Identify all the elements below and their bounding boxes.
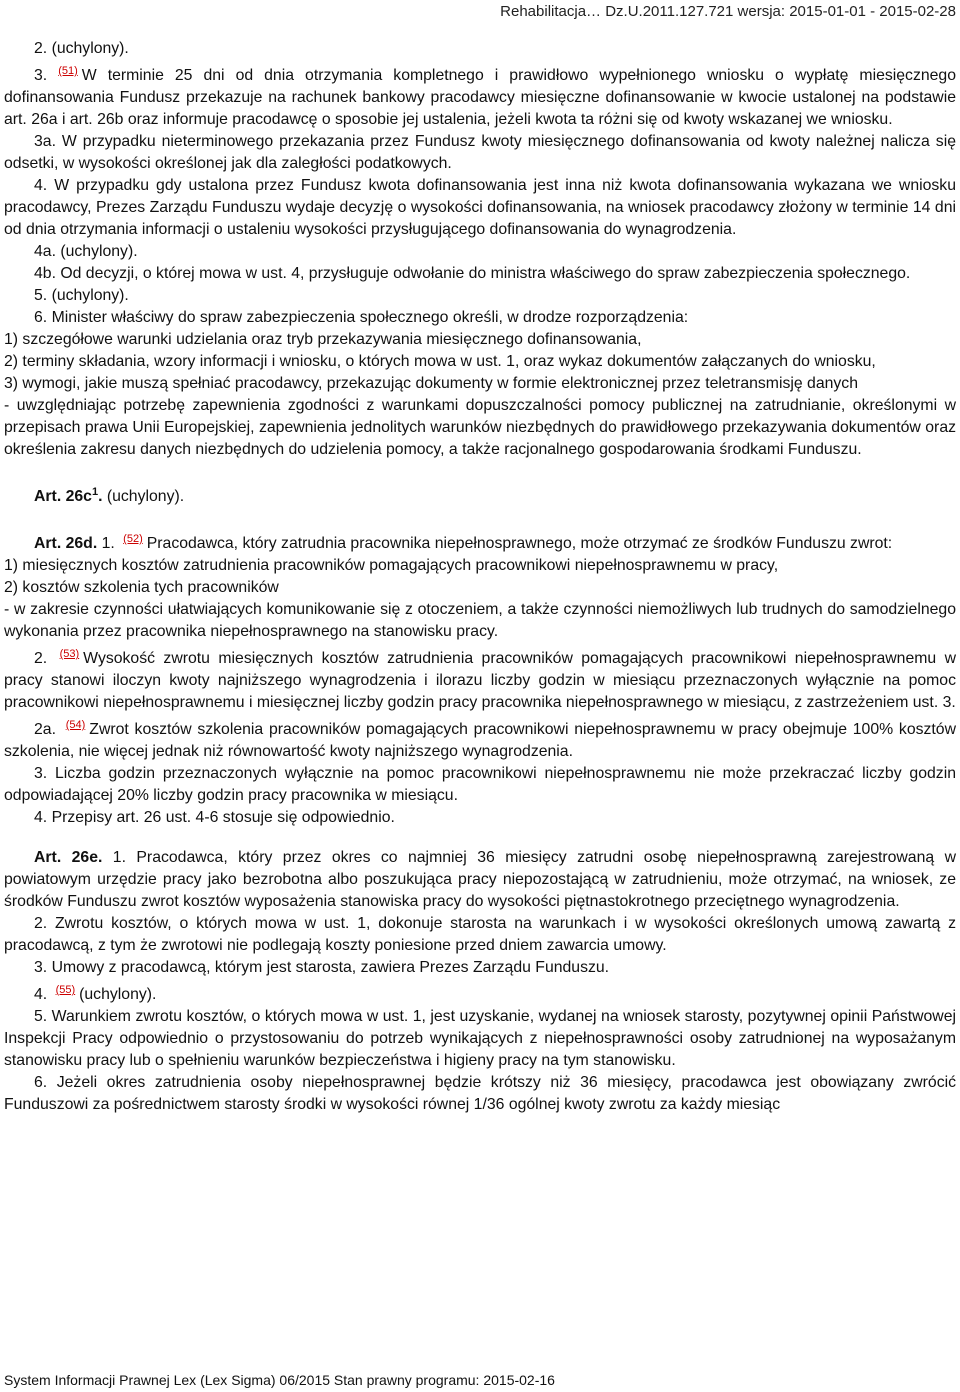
footnote-link-54[interactable]: (54) [65, 719, 86, 731]
document-header: Rehabilitacja… Dz.U.2011.127.721 wersja: 2015-01-01 - 2015-02-28 [500, 3, 956, 20]
ust-number: 4. [34, 986, 48, 1003]
list-item: 1) miesięcznych kosztów zatrudnienia pracowników pomagających pracownikowi niepełnosprawnemu w pracy, [4, 557, 779, 574]
footnote-link-55[interactable]: (55) [55, 984, 76, 996]
article-superscript: 1 [91, 486, 99, 498]
art26b-ust2: 2. (uchylony). [34, 40, 129, 57]
art26b-ust6: 6. Minister właściwy do spraw zabezpieczenia społecznego określi, w drodze rozporządzenia: [34, 309, 689, 326]
list-item: 2) kosztów szkolenia tych pracowników [4, 579, 279, 596]
art26e-ust3: 3. Umowy z pracodawcą, którym jest starosta, zawiera Prezes Zarządu Funduszu. [34, 959, 610, 976]
paragraph-text: Pracodawca, który zatrudnia pracownika niepełnosprawnego, może otrzymać ze środków Funduszu zwrot: [146, 535, 893, 552]
art26d-ust3: 3. Liczba godzin przeznaczonych wyłącznie na pomoc pracownikowi niepełnosprawnemu nie może przekraczać liczby godzin odpowiadającej 20% liczby godzin pracy pracownika w miesiącu. [4, 765, 956, 804]
list-item: 3) wymogi, jakie muszą spełniać pracodawcy, przekazując dokumenty w formie elektronicznej przez teletransmisję danych [4, 375, 858, 392]
list-item: 1) szczegółowe warunki udzielania oraz tryb przekazywania miesięcznego dofinansowania, [4, 331, 642, 348]
art26e-ust4 [4, 979, 956, 1006]
art26b-ust4a: 4a. (uchylony). [34, 243, 138, 260]
article-title: Art. 26c [34, 488, 92, 505]
art26b-ust4b: 4b. Od decyzji, o której mowa w ust. 4, przysługuje odwołanie do ministra właściwego do spraw zabezpieczenia społecznego. [34, 265, 911, 282]
list-item: 2) terminy składania, wzory informacji i wniosku, o których mowa w ust. 1, oraz wykaz dokumentów załączanych do wniosku, [4, 353, 876, 370]
art26d-ust1 [4, 528, 956, 555]
closing-clause: - uwzględniając potrzebę zapewnienia zgodności z warunkami dopuszczalności pomocy publicznej na zatrudnianie, określonymi w przepisach prawa Unii Europejskiej, zapewnienia jednolitych warunków niezbędnych do prawidłowego przekazywania dokumentów oraz określenia zakresu danych niezbędnych do udzielenia pomocy, a także racjonalnego gospodarowania środkami Funduszu. [4, 397, 956, 458]
art26d-ust4: 4. Przepisy art. 26 ust. 4-6 stosuje się odpowiednio. [34, 809, 395, 826]
art26c [4, 481, 956, 508]
closing-clause: - w zakresie czynności ułatwiających komunikowanie się z otoczeniem, a także czynności niemożliwych lub trudnych do samodzielnego wykonania przez pracownika niepełnosprawnego na stanowisku pracy. [4, 601, 956, 640]
document-footer: System Informacji Prawnej Lex (Lex Sigma) 06/2015 Stan prawny programu: 2015-02-16 [4, 1372, 555, 1388]
art26e-ust6: 6. Jeżeli okres zatrudnienia osoby niepełnosprawnej będzie krótszy niż 36 miesięcy, pracodawca jest obowiązany zwrócić Funduszowi za pośrednictwem starosty środki w wysokości równej 1/36 ogólnej kwoty zwrotu za każdy miesiąc [4, 1074, 956, 1113]
art26d-ust2a [4, 714, 956, 763]
art26b-ust5: 5. (uchylony). [34, 287, 129, 304]
paragraph-text: W terminie 25 dni od dnia otrzymania kompletnego i prawidłowo wypełnionego wniosku o wypłatę miesięcznego dofinansowania Fundusz przekazuje na rachunek bankowy pracodawcy miesięczne dofinansowanie w kwocie ustalonej na podstawie art. 26a i art. 26b oraz informuje pracodawcę o sposobie jej ustalenia, jeżeli kwota ta różni się od kwoty wskazanej we wniosku. [4, 67, 956, 128]
paragraph-text: Zwrot kosztów szkolenia pracowników pomagających pracownikowi niepełnosprawnemu w pracy obejmuje 100% kosztów szkolenia, nie więcej jednak niż równowartość kwoty najniższego wynagrodzenia. [4, 721, 956, 760]
footnote-link-53[interactable]: (53) [59, 648, 80, 660]
art26e-ust1 [4, 847, 956, 913]
footnote-link-51[interactable]: (51) [58, 65, 78, 77]
ust-number: 3. [34, 67, 48, 84]
art26d-ust2 [4, 643, 956, 714]
ust-number: 2a. [34, 721, 56, 738]
art26e-ust2: 2. Zwrotu kosztów, o których mowa w ust. 1, dokonuje starosta na warunkach i w wysokości określonych umową zawartą z pracodawcą, z tym że zwrotowi nie podlegają koszty poniesione przed dniem zawarcia umowy. [4, 915, 956, 954]
article-title: Art. 26d. [34, 535, 98, 552]
paragraph-text: (uchylony). [79, 986, 157, 1003]
paragraph-text: 1. Pracodawca, który przez okres co najmniej 36 miesięcy zatrudni osobę niepełnosprawną zarejestrowaną w powiatowym urzędzie pracy jako bezrobotna albo poszukująca pracy niepozostającą w zatrudnieniu, może otrzymać, na wniosek, ze środków Funduszu zwrot kosztów wyposażenia stanowiska pracy do wysokości piętnastokrotnego przeciętnego wynagrodzenia. [4, 849, 956, 910]
art26b-ust3 [4, 60, 956, 131]
art26e-ust5: 5. Warunkiem zwrotu kosztów, o których mowa w ust. 1, jest uzyskanie, wydanej na wniosek starosty, pozytywnej opinii Państwowej Inspekcji Pracy odpowiednio o przystosowaniu do potrzeb wynikających z niepełnosprawności osoby zatrudnionej na wyposażanym stanowisku pracy lub o spełnieniu warunków bezpieczeństwa i higieny pracy na tym stanowisku. [4, 1008, 956, 1069]
paragraph-text: (uchylony). [106, 488, 185, 505]
document-body [4, 38, 956, 1116]
art26b-ust4: 4. W przypadku gdy ustalona przez Fundusz kwota dofinansowania jest inna niż kwota dofinansowania wykazana we wniosku pracodawcy, Prezes Zarządu Funduszu wydaje decyzję o wysokości dofinansowania, na wniosek pracodawcy złożony w terminie 14 dni od dnia otrzymania informacji o ustaleniu wysokości przysługującego dofinansowania do wynagrodzenia. [4, 177, 956, 238]
ust-number: 1. [101, 535, 115, 552]
footnote-link-52[interactable]: (52) [123, 533, 143, 545]
ust-number: 2. [34, 650, 48, 667]
article-title: Art. 26e. [34, 849, 103, 866]
article-dot: . [98, 488, 103, 505]
paragraph-text: Wysokość zwrotu miesięcznych kosztów zatrudnienia pracowników pomagających pracownikowi niepełnosprawnemu w pracy stanowi iloczyn kwoty najniższego wynagrodzenia i ilorazu liczby godzin w miesiącu przeznaczonych wyłącznie na pomoc pracownikowi niepełnosprawnemu i miesięcznej liczby godzin pracy pracownika niepełnosprawnego w miesiącu, z zastrzeżeniem ust. 3. [4, 650, 956, 711]
art26b-ust3a: 3a. W przypadku nieterminowego przekazania przez Fundusz kwoty miesięcznego dofinansowania od kwoty należnej nalicza się odsetki, w wysokości określonej jak dla zaległości podatkowych. [4, 133, 956, 172]
